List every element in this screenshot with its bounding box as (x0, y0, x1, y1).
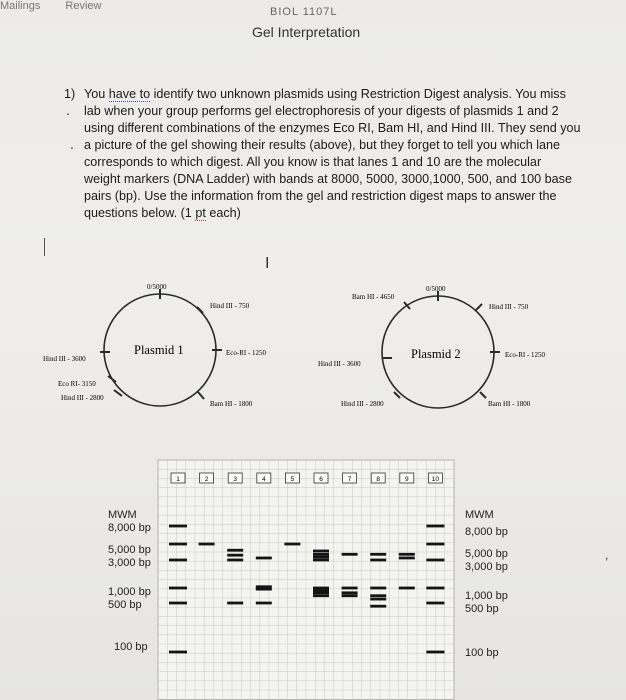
gel-band (342, 553, 358, 556)
gel-lane-number: 2 (204, 476, 209, 483)
gel-band (313, 550, 329, 553)
question-line-6: weight markers (DNA Ladder) with bands at 8000, 5000, 3000,1000, 500, and 100 base (84, 172, 572, 186)
clipped-header-left: Mailings (0, 0, 41, 12)
gel-band (169, 602, 187, 605)
gel-band (169, 559, 187, 562)
plasmid-2-site-hind-2800: Hind III - 2800 (341, 400, 384, 408)
gel-band (342, 591, 358, 594)
plasmid-2-site-marker (480, 392, 486, 398)
plasmid-1-site-hind-3600: Hind III - 3600 (43, 355, 86, 363)
question-line-7: pairs (bp). Use the information from the gel and restriction digest maps to answer the (84, 189, 557, 203)
gel-right-8000: 8,000 bp (465, 526, 508, 538)
plasmid-2-site-marker (476, 304, 482, 310)
gel-right-1000: 1,000 bp (465, 590, 508, 602)
plasmid-2-site-bam-4650: Bam HI - 4650 (352, 293, 395, 301)
gel-band (399, 557, 415, 560)
bullet-mark: . (66, 102, 70, 118)
gel-left-3000: 3,000 bp (108, 557, 151, 569)
question-line-8-pre: questions below. (1 (84, 206, 196, 220)
plasmid-1-origin: 0/5000 (147, 283, 167, 291)
question-line-8-post: each) (205, 206, 241, 220)
page-title: Gel Interpretation (252, 24, 361, 40)
gel-band (256, 588, 272, 591)
gel-band (370, 587, 386, 590)
text-cursor-icon: I (265, 255, 270, 272)
bullet-mark: . (70, 136, 74, 152)
gel-left-1000: 1,000 bp (108, 586, 151, 598)
gel-band (313, 591, 329, 594)
gel-band (227, 559, 243, 562)
plasmid-2-site-hind-3600: Hind III - 3600 (318, 360, 361, 368)
plasmid-1-site-hind-750: Hind III - 750 (210, 302, 250, 310)
gel-left-500: 500 bp (108, 599, 142, 611)
gel-band (313, 556, 329, 559)
gel-left-100: 100 bp (114, 641, 148, 653)
gel-band (426, 587, 444, 590)
gel-right-500: 500 bp (465, 603, 499, 615)
gel-band (370, 559, 386, 562)
gel-image (158, 460, 454, 700)
gel-band (426, 651, 444, 654)
gel-lane-number: 10 (431, 476, 440, 483)
plasmid-1-site-marker (108, 376, 116, 382)
plasmid-2-site-hind-750: Hind III - 750 (489, 303, 529, 311)
gel-band (342, 587, 358, 590)
question-line-1-underlined: have to (108, 87, 151, 101)
gel-lane-number: 9 (404, 476, 409, 483)
gel-band (227, 554, 243, 557)
gel-band (169, 587, 187, 590)
gel-band (370, 594, 386, 597)
plasmid-1-site-hind-2800: Hind III - 2800 (61, 394, 104, 402)
gel-band (199, 543, 215, 546)
gel-band (313, 589, 329, 592)
course-code: BIOL 1107L (270, 6, 338, 18)
question-line-2: lab when your group performs gel electrophoresis of your digests of plasmids 1 and 2 (84, 104, 559, 118)
gel-left-8000: 8,000 bp (108, 522, 151, 534)
gel-band (313, 559, 329, 562)
gel-left-5000: 5,000 bp (108, 544, 151, 556)
plasmid-1-site-eco-3150: Eco RI- 3150 (58, 380, 96, 388)
gel-band (284, 543, 300, 546)
gel-band (256, 602, 272, 605)
gel-lane-number: 4 (261, 476, 266, 483)
gel-band (169, 525, 187, 528)
plasmid-1-map (43, 283, 267, 408)
gel-band (370, 553, 386, 556)
question-line-5: corresponds to which digest. All you know is that lanes 1 and 10 are the molecular (84, 155, 542, 169)
gel-lane-number: 3 (233, 476, 238, 483)
gel-right-3000: 3,000 bp (465, 561, 508, 573)
gel-right-100: 100 bp (465, 647, 499, 659)
stray-mark: , (605, 548, 609, 562)
gel-lane-number: 8 (376, 476, 381, 483)
gel-band (313, 553, 329, 556)
plasmid-2-site-eco-1250: Eco-RI - 1250 (505, 351, 546, 359)
plasmid-2-origin: 0/5000 (426, 285, 446, 293)
plasmid-1-label: Plasmid 1 (134, 343, 184, 357)
gel-lane-number: 7 (347, 476, 352, 483)
gel-lane-number: 1 (176, 476, 180, 483)
plasmid-2-label: Plasmid 2 (411, 347, 461, 361)
gel-band (256, 557, 272, 560)
plasmid-2-map (318, 285, 546, 408)
gel-band (399, 553, 415, 556)
gel-band (227, 602, 243, 605)
gel-band (399, 587, 415, 590)
gel-band (342, 594, 358, 597)
gel-band (370, 598, 386, 601)
question-line-4: a picture of the gel showing their results (above), but they forget to tell you which lane (84, 138, 561, 152)
gel-band (169, 543, 187, 546)
plasmid-2-site-bam-1800: Bam HI - 1800 (488, 400, 531, 408)
plasmid-1-site-marker (197, 307, 203, 313)
gel-lane-number: 6 (319, 476, 323, 483)
gel-right-5000: 5,000 bp (465, 548, 508, 560)
question-line-1-pre: You (84, 87, 109, 101)
clipped-header-mid: Review (65, 0, 102, 12)
gel-band (169, 651, 187, 654)
gel-lane-number: 5 (290, 476, 295, 483)
gel-band (426, 559, 444, 562)
question-number: 1) (64, 87, 76, 101)
gel-band (227, 549, 243, 552)
gel-band (426, 602, 444, 605)
gel-band (426, 525, 444, 528)
gel-band (426, 543, 444, 546)
question-line-1-post: identify two unknown plasmids using Restriction Digest analysis. You miss (150, 87, 566, 101)
plasmid-1-site-eco-1250: Eco-RI - 1250 (226, 349, 267, 357)
question-line-3: using different combinations of the enzymes Eco RI, Bam HI, and Hind III. They send you (84, 121, 581, 135)
gel-band (313, 594, 329, 597)
plasmid-1-site-marker (198, 392, 204, 399)
plasmid-2-site-marker (404, 302, 410, 309)
gel-left-mwm-title: MWM (108, 509, 137, 521)
plasmid-1-site-bam-1800: Bam HI - 1800 (210, 400, 253, 408)
question-line-8-underlined: pt (195, 206, 206, 220)
gel-band (370, 605, 386, 608)
gel-right-mwm-title: MWM (465, 509, 494, 521)
